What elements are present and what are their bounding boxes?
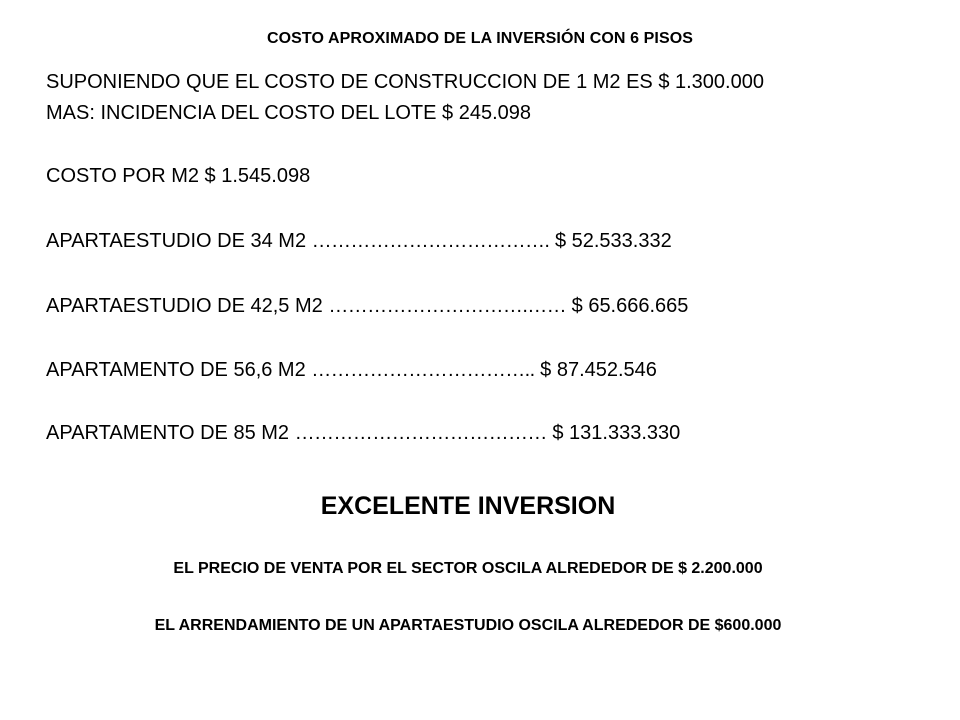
unit-label: APARTAMENTO DE 56,6 M2 <box>46 359 312 381</box>
dot-leader: ………………………………… <box>294 422 547 444</box>
unit-price: $ 65.666.665 <box>566 295 689 317</box>
dot-leader: …………………………….. <box>311 359 535 381</box>
dot-leader: ………………………….…… <box>328 295 567 317</box>
lot-cost-line: MAS: INCIDENCIA DEL COSTO DEL LOTE $ 245.098 <box>46 102 531 124</box>
unit-label: APARTAMENTO DE 85 M2 <box>46 422 295 444</box>
unit-row-42-5m2 <box>46 294 688 318</box>
unit-row-34m2 <box>46 229 672 253</box>
rent-note: EL ARRENDAMIENTO DE UN APARTAESTUDIO OSCILA ALREDEDOR DE $600.000 <box>154 617 782 634</box>
unit-label: APARTAESTUDIO DE 42,5 M2 <box>46 295 329 317</box>
slide-title: COSTO APROXIMADO DE LA INVERSIÓN CON 6 PISOS <box>266 30 694 47</box>
cost-per-m2-line: COSTO POR M2 $ 1.545.098 <box>46 165 311 187</box>
unit-price: $ 131.333.330 <box>546 422 681 444</box>
unit-price: $ 52.533.332 <box>549 230 672 252</box>
dot-leader: ………………………………. <box>311 230 550 252</box>
construction-cost-line: SUPONIENDO QUE EL COSTO DE CONSTRUCCION DE 1 M2 ES $ 1.300.000 <box>46 71 764 93</box>
unit-price: $ 87.452.546 <box>534 359 657 381</box>
headline: EXCELENTE INVERSION <box>320 492 616 520</box>
unit-row-85m2 <box>46 421 680 445</box>
unit-label: APARTAESTUDIO DE 34 M2 <box>46 230 312 252</box>
unit-row-56-6m2 <box>46 358 657 382</box>
sale-price-note: EL PRECIO DE VENTA POR EL SECTOR OSCILA ALREDEDOR DE $ 2.200.000 <box>173 560 763 577</box>
